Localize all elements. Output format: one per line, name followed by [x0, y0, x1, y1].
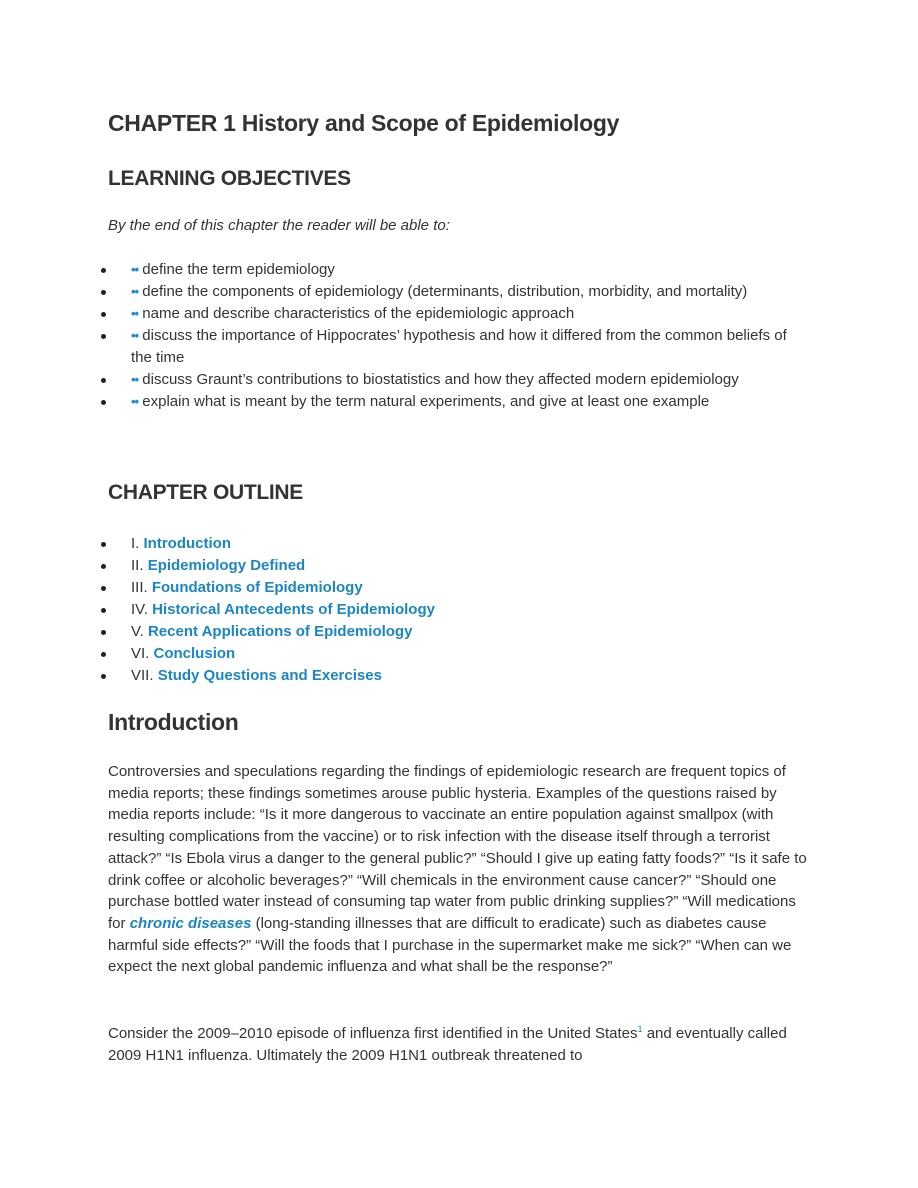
learning-objectives-list [108, 259, 808, 413]
outline-numeral: II. [131, 557, 144, 574]
paragraph-text: Controversies and speculations regarding the findings of epidemiologic research are frequent topics of media reports; these findings sometimes arouse public hysteria. Examples of the questions raised by media reports include: “Is it more dangerous to vaccinate an entire population against smallpox (with resulting complications from the vaccine) or to risk infection with the disease itself through a terrorist attack?” “Is Ebola virus a danger to the general public?” “Should I give up eating fatty foods?” “Is it safe to drink coffee or alcoholic beverages?” “Will chemicals in the environment cause cancer?” “Should one purchase bottled water instead of consuming tap water from public drinking supplies?” “Will medications for [108, 763, 807, 932]
double-dot-icon: •• [131, 328, 139, 343]
outline-item [108, 665, 808, 687]
introduction-paragraph-2 [108, 1023, 808, 1066]
objective-item [108, 281, 808, 303]
outline-link-introduction[interactable]: Introduction [143, 535, 231, 552]
objective-text: name and describe characteristics of the epidemiologic approach [142, 305, 575, 322]
outline-numeral: VI. [131, 645, 150, 662]
outline-item [108, 643, 808, 665]
outline-numeral: I. [131, 535, 140, 552]
chapter-outline-heading: CHAPTER OUTLINE [108, 481, 304, 504]
chapter-title: CHAPTER 1 History and Scope of Epidemiology [108, 110, 620, 136]
double-dot-icon: •• [131, 394, 139, 409]
outline-link-study-questions[interactable]: Study Questions and Exercises [157, 667, 382, 684]
outline-link-recent-applications[interactable]: Recent Applications of Epidemiology [147, 623, 413, 640]
objective-text: discuss the importance of Hippocrates’ hypothesis and how it differed from the common beliefs of the time [131, 327, 787, 366]
learning-objectives-heading: LEARNING OBJECTIVES [108, 167, 351, 190]
outline-link-epidemiology-defined[interactable]: Epidemiology Defined [147, 557, 306, 574]
outline-numeral: IV. [131, 601, 148, 618]
outline-numeral: III. [131, 579, 148, 596]
glossary-term-chronic-diseases[interactable]: chronic diseases [129, 914, 252, 932]
double-dot-icon: •• [131, 372, 139, 387]
introduction-paragraph-1 [108, 761, 808, 978]
objective-text: define the term epidemiology [142, 261, 335, 278]
objective-text: discuss Graunt’s contributions to biostatistics and how they affected modern epidemiology [142, 371, 739, 388]
objective-text: explain what is meant by the term natural experiments, and give at least one example [142, 393, 710, 410]
double-dot-icon: •• [131, 262, 139, 277]
paragraph-text: (long-standing illnesses that are difficult to eradicate) such as diabetes cause harmful side effects?” “Will the foods that I purchase in the supermarket make me sick?” “When can we expect the next global pandemic influenza and what shall be the response?” [108, 914, 792, 976]
objective-item [108, 391, 808, 413]
objective-item [108, 369, 808, 391]
paragraph-text: Consider the 2009–2010 episode of influenza first identified in the United States [108, 1025, 638, 1042]
footnote-link[interactable]: 1 [637, 1024, 643, 1034]
outline-item [108, 533, 808, 555]
introduction-heading: Introduction [108, 709, 239, 735]
outline-item [108, 621, 808, 643]
double-dot-icon: •• [131, 284, 139, 299]
objective-item [108, 259, 808, 281]
objective-text: define the components of epidemiology (determinants, distribution, morbidity, and mortality) [142, 283, 748, 300]
learning-objectives-intro: By the end of this chapter the reader will be able to: [108, 217, 450, 234]
outline-item [108, 577, 808, 599]
paragraph-text: and eventually called 2009 H1N1 influenza. Ultimately the 2009 H1N1 outbreak threatened to [108, 1025, 787, 1064]
outline-numeral: V. [131, 623, 144, 640]
outline-link-historical-antecedents[interactable]: Historical Antecedents of Epidemiology [152, 601, 435, 618]
outline-numeral: VII. [131, 667, 154, 684]
outline-link-foundations[interactable]: Foundations of Epidemiology [151, 579, 363, 596]
double-dot-icon: •• [131, 306, 139, 321]
objective-item [108, 325, 808, 369]
outline-item [108, 599, 808, 621]
objective-item [108, 303, 808, 325]
chapter-outline-list [108, 533, 808, 687]
outline-item [108, 555, 808, 577]
outline-link-conclusion[interactable]: Conclusion [153, 645, 236, 662]
